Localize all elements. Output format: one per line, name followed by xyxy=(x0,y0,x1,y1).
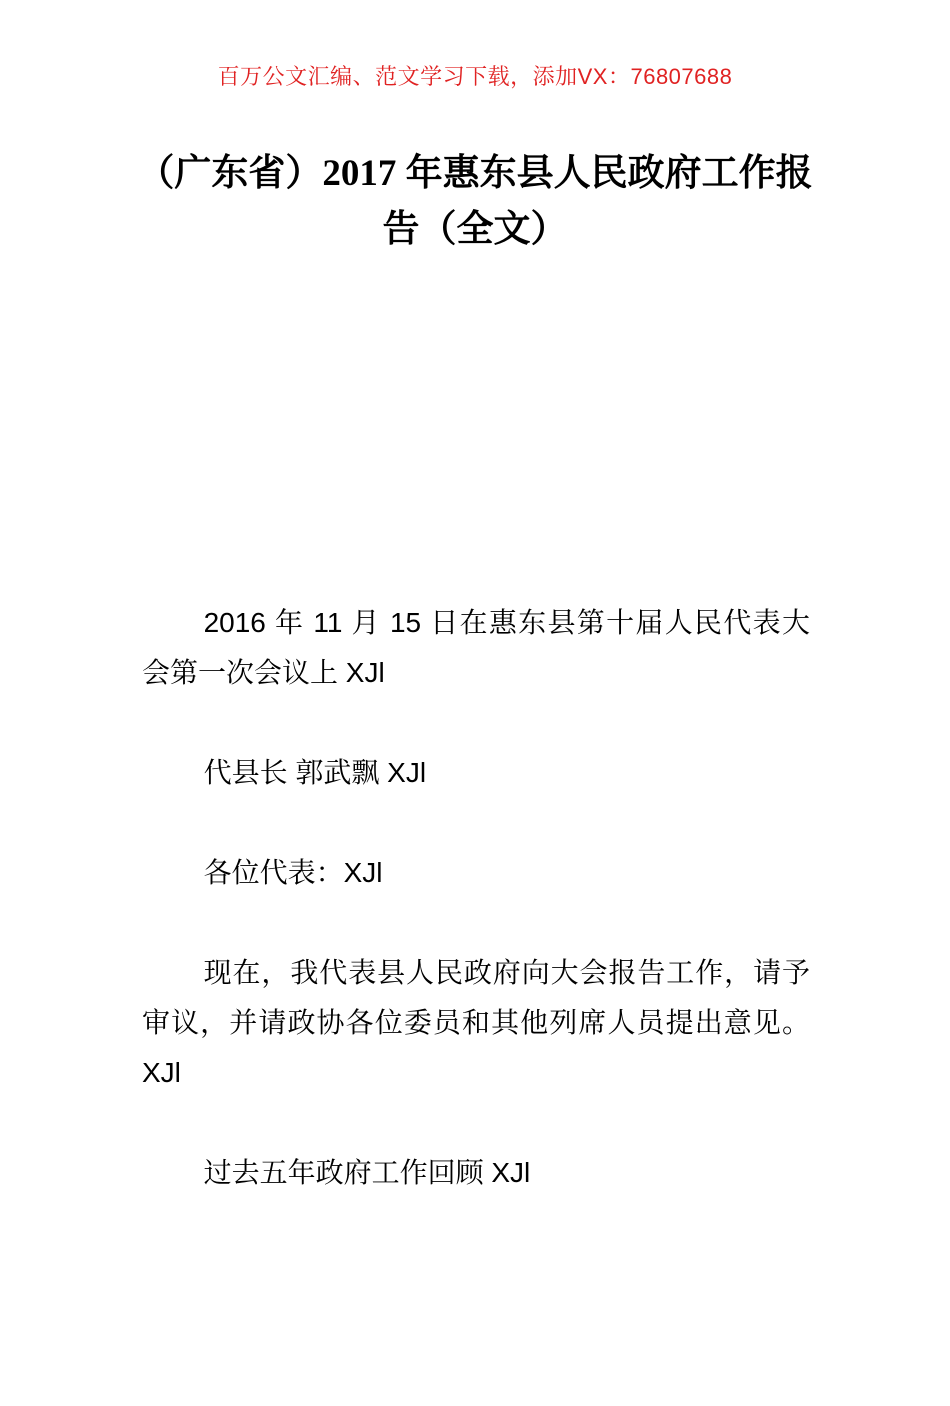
body-paragraph: 代县长 郭武飘 XJl xyxy=(203,757,427,788)
document-title-line1: （广东省）2017 年惠东县人民政府工作报 xyxy=(137,153,813,194)
document-body xyxy=(0,598,950,1198)
document-title-line2: 告（全文） xyxy=(382,209,568,250)
body-paragraph: 2016 年 11 月 15 日在惠东县第十届人民代表大会第一次会议上 XJl xyxy=(142,607,810,688)
document-page xyxy=(0,62,950,1406)
body-paragraph: 各位代表：XJl xyxy=(203,857,383,888)
body-paragraph: 现在，我代表县人民政府向大会报告工作，请予审议，并请政协各位委员和其他列席人员提出意见。XJl xyxy=(142,957,810,1088)
watermark-notice: 百万公文汇编、范文学习下载，添加VX：76807688 xyxy=(217,64,733,89)
document-title xyxy=(110,146,840,258)
body-paragraph: 过去五年政府工作回顾 XJl xyxy=(203,1157,531,1188)
